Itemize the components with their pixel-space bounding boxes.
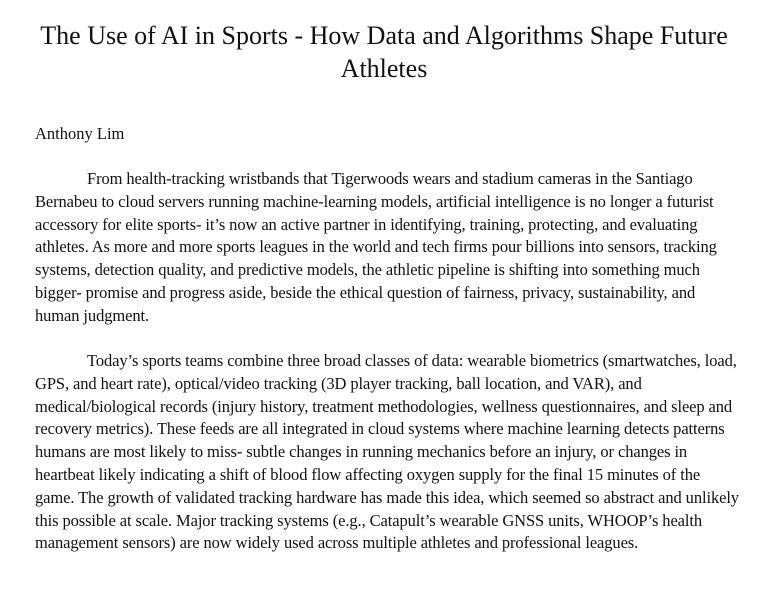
author-name: Anthony Lim: [35, 124, 125, 143]
document-title: The Use of AI in Sports - How Data and Algorithms Shape Future Athletes: [40, 21, 728, 83]
body-paragraph-2: Today’s sports teams combine three broad classes of data: wearable biometrics (smartwatches, load, GPS, and heart rate), optical/video tracking (3D player tracking, ball location, and VAR), and medical/biological records (injury history, treatment methodologies, wellness questionnaires, and sleep and recovery metrics). These feeds are all integrated in cloud systems where machine learning detects patterns humans are most likely to miss- subtle changes in running mechanics before an injury, or changes in heartbeat likely indicating a shift of blood flow affecting oxygen supply for the final 15 minutes of the game. The growth of validated tracking hardware has made this idea, which seemed so abstract and unlikely this possible at scale. Major tracking systems (e.g., Catapult’s wearable GNSS units, WHOOP’s health management sensors) are now widely used across multiple athletes and professional leagues.: [35, 351, 739, 553]
body-paragraph-1: From health-tracking wristbands that Tigerwoods wears and stadium cameras in the Santiago Bernabeu to cloud servers running machine-learning models, artificial intelligence is no longer a futurist accessory for elite sports- it’s now an active partner in identifying, training, protecting, and evaluating athletes. As more and more sports leagues in the world and tech firms pour billions into sensors, tracking systems, detection quality, and predictive models, the athletic pipeline is shifting into something much bigger- promise and progress aside, beside the ethical question of fairness, privacy, sustainability, and human judgment.: [35, 169, 717, 325]
